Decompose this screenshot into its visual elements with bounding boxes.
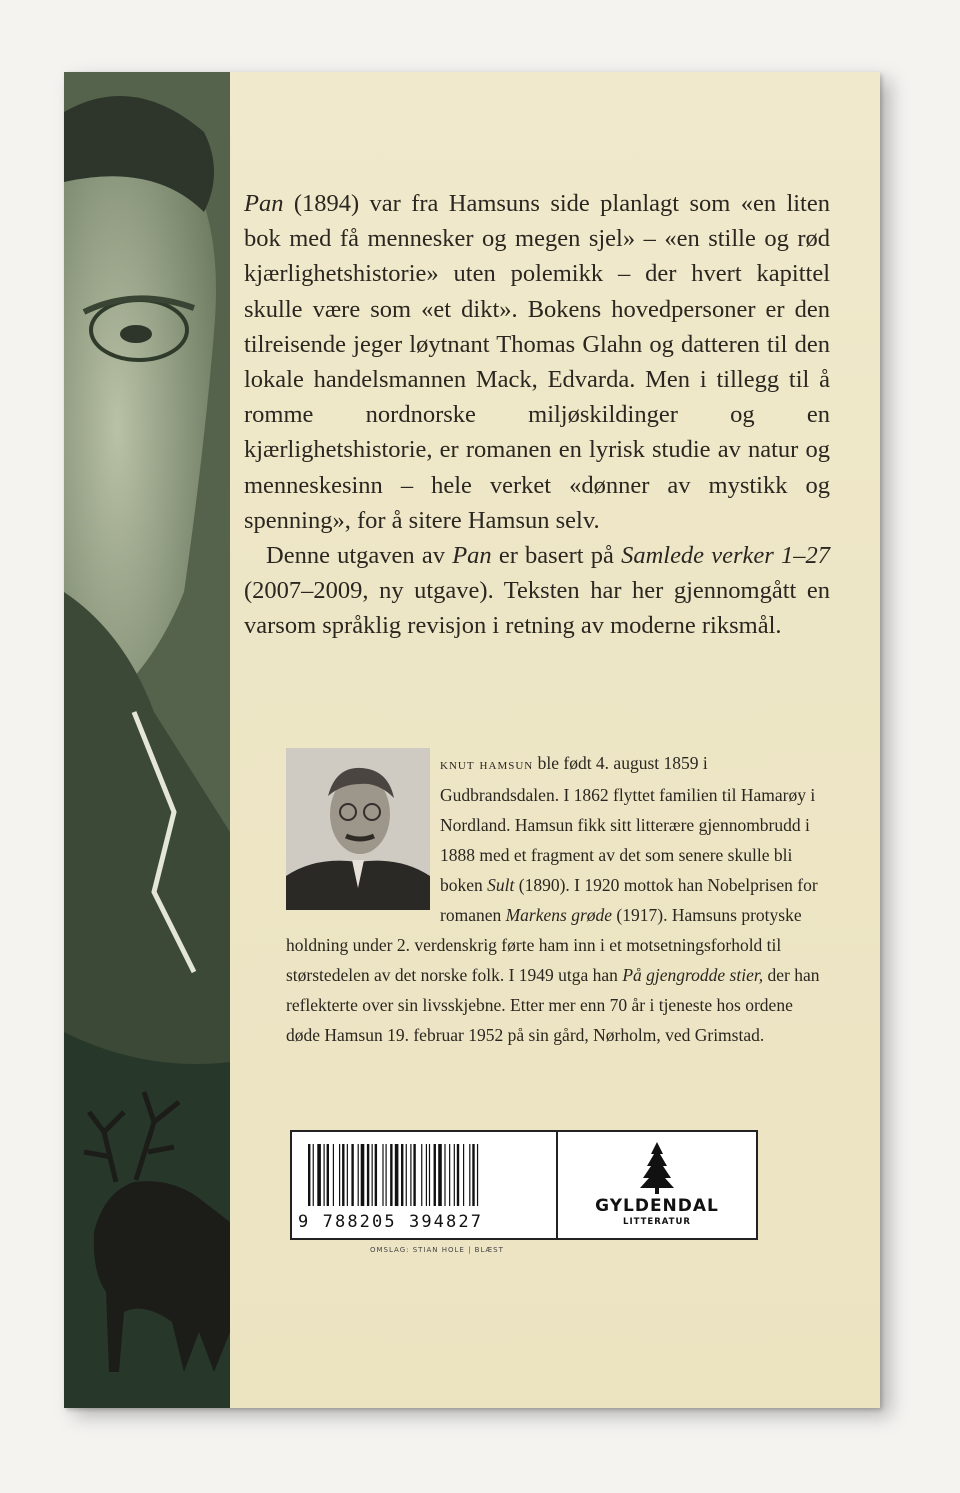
- text-segment: Denne utgaven av: [266, 542, 453, 570]
- book-back-cover: [64, 72, 880, 1408]
- text-segment: Pan: [244, 190, 284, 217]
- text-segment: er basert på: [491, 542, 622, 570]
- cover-credit: OMSLAG: STIAN HOLE | BLÆST: [370, 1246, 504, 1254]
- barcode-bar: [333, 1144, 334, 1206]
- barcode-bar: [390, 1144, 392, 1206]
- barcode-bar: [434, 1144, 436, 1206]
- barcode-bar: [347, 1144, 348, 1206]
- barcode-bar: [351, 1144, 353, 1206]
- publisher-name: GYLDENDAL: [595, 1196, 719, 1216]
- barcode-bar: [421, 1144, 422, 1206]
- publisher-logo: [558, 1132, 756, 1238]
- text-segment: Sult: [487, 875, 515, 895]
- text-segment: Pan: [452, 542, 492, 570]
- barcode-bar: [361, 1144, 365, 1206]
- text-segment: (1894) var fra Hamsuns side planlagt som «en liten bok med få mennesker og megen sjel» – «en stille og rød kjærlighetshistorie» uten polemikk – der hvert kapittel skulle være som «et dikt». Bokens hovedpersoner er den tilreisende jeger løytnant Thomas Glahn og datteren til den lokale handelsmannen Mack, Edvarda. Men i tillegg til å romme nordnorske miljøskildinger og en kjærlighetshistorie, er romanen en lyrisk studie av natur og menneskesinn – hele verket «dønner av mystikk og spenning», for å sitere Hamsun selv.: [244, 190, 830, 534]
- barcode-bar: [372, 1144, 373, 1206]
- author-bio: [286, 748, 830, 1050]
- text-segment: (1917). Hamsuns protyske holdning under 2. verdenskrig førte ham inn i et motsetningsforhold til størstedelen av det norske folk. I 1949 utga han: [286, 905, 802, 985]
- barcode-panel: [290, 1130, 758, 1240]
- portrait-illustration: [64, 72, 230, 1408]
- barcode-bar: [327, 1144, 329, 1206]
- barcode-bar: [472, 1144, 474, 1206]
- description-paragraph-1: [244, 186, 830, 538]
- description-paragraph-2: [244, 538, 830, 644]
- isbn-number: 9 788205 394827: [298, 1212, 484, 1232]
- barcode-bar: [339, 1144, 340, 1206]
- author-portrait: [286, 748, 430, 910]
- text-segment: Markens grøde: [505, 905, 613, 925]
- barcode-bar: [454, 1144, 455, 1206]
- barcode-bar: [308, 1144, 310, 1206]
- author-photo-strip: [64, 72, 230, 1408]
- barcode-bar: [463, 1144, 464, 1206]
- barcode-bars: [304, 1144, 544, 1206]
- barcode-bar: [358, 1144, 359, 1206]
- barcode-bar: [426, 1144, 427, 1206]
- text-segment: der han reflekterte over sin livsskjebne. Etter mer enn 70 år i tjeneste hos ordene døde Hamsun 19. februar 1952 på sin gård, Nørholm, ved Grimstad.: [286, 965, 820, 1045]
- text-segment: Samlede verker 1–27: [621, 542, 830, 570]
- barcode-bar: [410, 1144, 411, 1206]
- barcode-bar: [317, 1144, 321, 1206]
- barcode-bar: [429, 1144, 430, 1206]
- isbn-barcode: [292, 1132, 558, 1238]
- barcode-bar: [386, 1144, 387, 1206]
- barcode-bar: [382, 1144, 383, 1206]
- barcode-bar: [313, 1144, 314, 1206]
- description-text: [244, 186, 830, 644]
- barcode-bar: [438, 1144, 442, 1206]
- text-segment: ble født 4. august 1859 i Gudbrandsdalen. I 1862 flyttet familien til Hamarøy i Nordland. Hamsun fikk sitt litterære gjennombrudd i 1888 med et fragment av det som senere skulle bli boken: [440, 753, 816, 895]
- barcode-bar: [449, 1144, 450, 1206]
- publisher-imprint: LITTERATUR: [623, 1217, 691, 1227]
- text-segment: (2007–2009, ny utgave). Teksten har her gjennomgått en varsom språklig revisjon i retning av moderne riksmål.: [244, 577, 830, 640]
- text-segment: knut hamsun: [440, 756, 534, 773]
- tree-icon: [640, 1142, 674, 1194]
- barcode-bar: [477, 1144, 478, 1206]
- barcode-bar: [401, 1144, 403, 1206]
- text-segment: (1890). I 1920 mottok han Nobelprisen for romanen: [440, 875, 818, 925]
- barcode-bar: [406, 1144, 407, 1206]
- barcode-bar: [457, 1144, 459, 1206]
- text-segment: På gjengrodde stier,: [622, 965, 764, 985]
- barcode-bar: [324, 1144, 325, 1206]
- barcode-bar: [469, 1144, 470, 1206]
- barcode-bar: [444, 1144, 445, 1206]
- barcode-bar: [413, 1144, 415, 1206]
- barcode-bar: [342, 1144, 344, 1206]
- barcode-bar: [375, 1144, 377, 1206]
- barcode-bar: [367, 1144, 369, 1206]
- barcode-bar: [395, 1144, 399, 1206]
